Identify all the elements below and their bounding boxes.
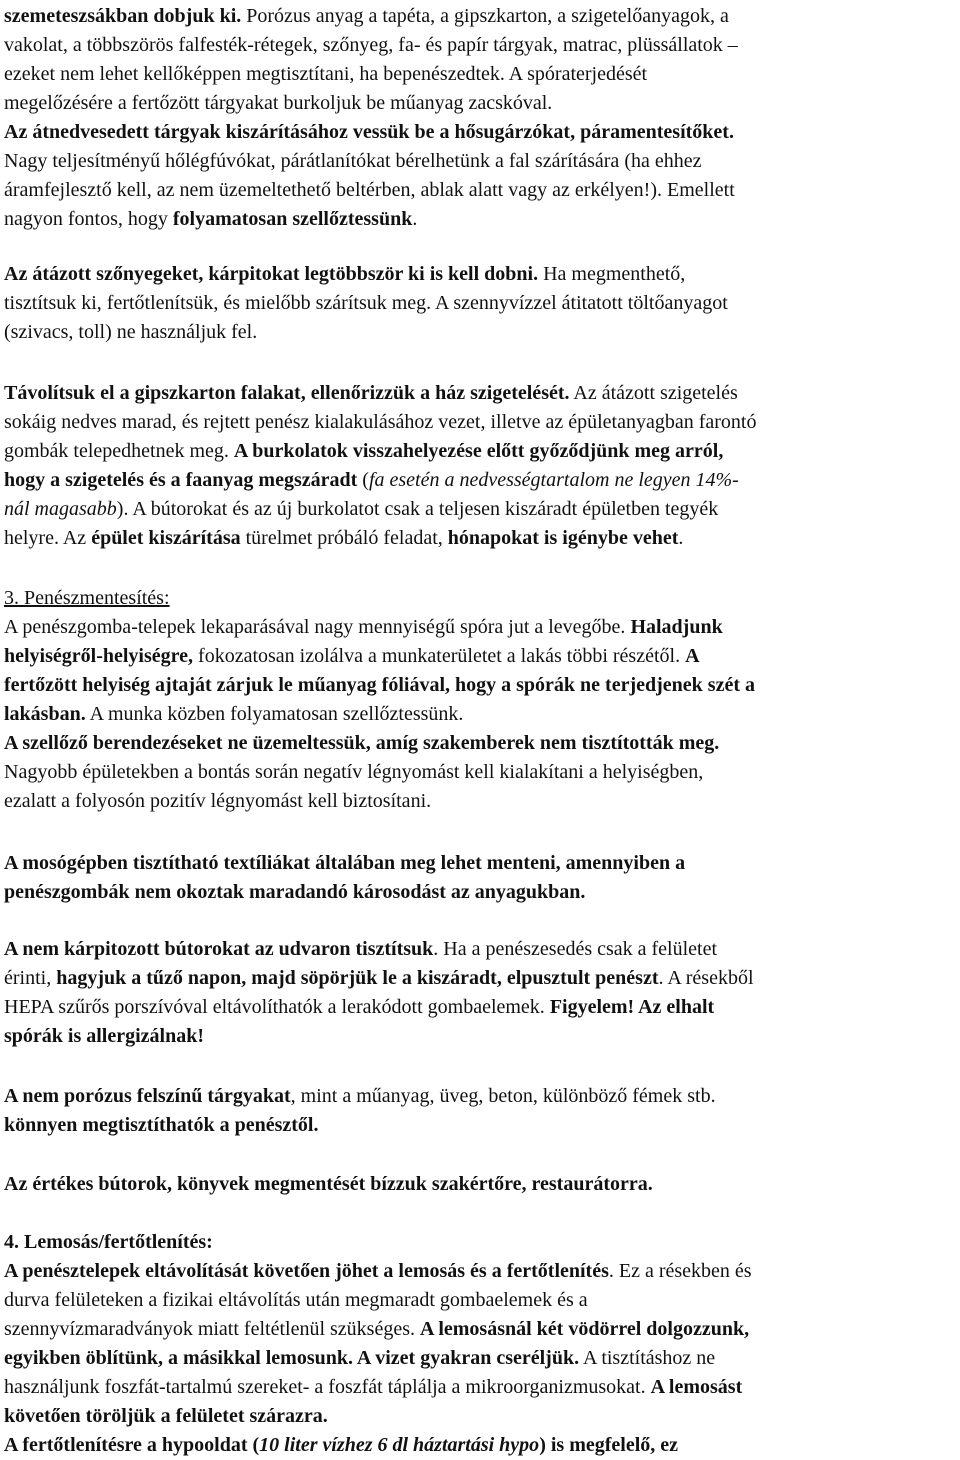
text-line <box>4 758 703 787</box>
text-run: Az átnedvesedett tárgyak kiszárításához vessük be a hősugárzókat, páramentesítőket. <box>4 121 734 143</box>
text-run: A tisztításhoz ne <box>579 1347 716 1369</box>
text-line <box>4 1344 715 1373</box>
text-run: vakolat, a többszörös falfesték-rétegek, szőnyeg, fa- és papír tárgyak, matrac, plüssállatok – <box>4 34 738 56</box>
text-run: áramfejlesztő kell, az nem üzemeltethető beltérben, ablak alatt vagy az erkélyen!). Emellett <box>4 179 735 201</box>
text-run: gombák telepedhetnek meg. <box>4 440 234 462</box>
text-run: A burkolatok visszahelyezése előtt győződjünk meg arról, <box>233 440 724 462</box>
text-run: helyiségről-helyiségre, <box>4 645 194 667</box>
text-run: érinti, <box>4 967 57 989</box>
text-run: Az átázott szőnyegeket, kárpitokat legtöbbször ki is kell dobni. <box>4 263 539 285</box>
text-line <box>4 2 729 31</box>
text-line <box>4 613 723 642</box>
text-line <box>4 1431 678 1460</box>
text-run: fa esetén a nedvességtartalom ne legyen 14%- <box>368 469 739 491</box>
text-run: nál magasabb <box>4 498 117 520</box>
text-line <box>4 205 417 234</box>
text-line <box>4 408 756 437</box>
text-run: Az értékes bútorok, könyvek megmentését bízzuk szakértőre, restaurátorra. <box>4 1173 653 1195</box>
text-run: szemeteszsákban dobjuk ki. <box>4 5 242 27</box>
text-run: nagyon fontos, hogy <box>4 208 173 230</box>
text-line <box>4 1170 653 1199</box>
text-run: . Ha a penészesedés csak a felületet <box>433 938 718 960</box>
text-line <box>4 964 754 993</box>
text-line <box>4 849 685 878</box>
text-run: Haladjunk <box>630 616 723 638</box>
text-run: hónapokat is igénybe vehet <box>447 527 679 549</box>
text-run: spórák is allergizálnak! <box>4 1025 205 1047</box>
text-run: . <box>412 208 418 230</box>
text-line <box>4 31 738 60</box>
text-line <box>4 147 701 176</box>
text-line <box>4 1402 328 1431</box>
text-run: Nagy teljesítményű hőlégfúvókat, párátlanítókat bérelhetünk a fal szárítására (ha ehhez <box>4 150 702 172</box>
text-run: A penésztelepek eltávolítását követően jöhet a lemosás és a fertőtlenítés <box>4 1260 609 1282</box>
text-line <box>4 1228 213 1257</box>
text-run: A lemosásnál két vödörrel dolgozzunk, <box>419 1318 750 1340</box>
text-run: Ha megmenthető, <box>538 263 686 285</box>
text-run: hagyjuk a tűző napon, majd söpörjük le a kiszáradt, elpusztult penészt <box>56 967 659 989</box>
text-line <box>4 729 719 758</box>
text-run: ezalatt a folyosón pozitív légnyomást kell biztosítani. <box>4 790 432 812</box>
text-run: . A résekből <box>658 967 754 989</box>
text-run: , mint a műanyag, üveg, beton, különböző fémek stb. <box>290 1085 716 1107</box>
text-line <box>4 260 685 289</box>
text-line <box>4 700 463 729</box>
text-run: A nem porózus felszínű tárgyakat <box>4 1085 291 1107</box>
text-line <box>4 878 585 907</box>
text-run: lakásban. <box>4 703 86 725</box>
text-run: ) is megfelelő, ez <box>539 1434 679 1456</box>
text-run: . <box>678 527 684 549</box>
text-run: A szellőző berendezéseket ne üzemeltessük, amíg szakemberek nem tisztították meg. <box>4 732 720 754</box>
text-run: ( <box>357 469 369 491</box>
text-run: szennyvízmaradványok miatt feltétlenül szükséges. <box>4 1318 420 1340</box>
text-run: . Ez a résekben és <box>608 1260 752 1282</box>
text-run: fokozatosan izolálva a munkaterületet a lakás többi részétől. <box>193 645 686 667</box>
text-run: ). A bútorokat és az új burkolatot csak a teljesen kiszáradt épületben tegyék <box>116 498 719 520</box>
text-line <box>4 1315 749 1344</box>
text-line <box>4 466 739 495</box>
text-run: Figyelem! Az elhalt <box>549 996 715 1018</box>
text-line <box>4 642 700 671</box>
text-run: használjunk foszfát-tartalmú szereket- a foszfát táplálja a mikroorganizmusokat. <box>4 1376 651 1398</box>
text-run: türelmet próbáló feladat, <box>240 527 448 549</box>
text-run: A nem kárpitozott bútorokat az udvaron tisztítsuk <box>4 938 434 960</box>
text-line <box>4 787 431 816</box>
text-line <box>4 1286 588 1315</box>
text-line <box>4 584 170 613</box>
text-run: egyikben öblítünk, a másikkal lemosunk. A vizet gyakran cseréljük. <box>4 1347 580 1369</box>
text-run: (szivacs, toll) ne használjuk fel. <box>4 321 258 343</box>
text-run: megelőzésére a fertőzött tárgyakat burkoljuk be műanyag zacskóval. <box>4 92 553 114</box>
text-line <box>4 89 552 118</box>
text-line <box>4 1111 318 1140</box>
text-line <box>4 318 257 347</box>
text-line <box>4 289 728 318</box>
text-line <box>4 437 723 466</box>
text-run: Az átázott szigetelés <box>569 382 738 404</box>
text-run: Porózus anyag a tapéta, a gipszkarton, a szigetelőanyagok, a <box>241 5 729 27</box>
text-line <box>4 993 714 1022</box>
text-line <box>4 671 755 700</box>
text-line <box>4 524 683 553</box>
text-line <box>4 1373 742 1402</box>
text-run: A fertőtlenítésre a hypooldat ( <box>4 1434 260 1456</box>
text-run: könnyen megtisztíthatók a penésztől. <box>4 1114 319 1136</box>
text-run: folyamatosan szellőztessünk <box>172 208 413 230</box>
text-run: hogy a szigetelés és a faanyag megszáradt <box>4 469 358 491</box>
text-line <box>4 118 734 147</box>
text-line <box>4 379 738 408</box>
text-run: tisztítsuk ki, fertőtlenítsük, és mielőbb szárítsuk meg. A szennyvízzel átitatott töltőanyagot <box>4 292 728 314</box>
text-line <box>4 495 718 524</box>
text-run: A penészgomba-telepek lekaparásával nagy mennyiségű spóra jut a levegőbe. <box>4 616 631 638</box>
text-run: A mosógépben tisztítható textíliákat általában meg lehet menteni, amennyiben a <box>4 852 686 874</box>
text-line <box>4 176 735 205</box>
text-run: 10 liter vízhez 6 dl háztartási hypo <box>259 1434 540 1456</box>
text-run: 4. Lemosás/fertőtlenítés: <box>4 1231 213 1253</box>
text-run: követően töröljük a felületet szárazra. <box>4 1405 328 1427</box>
text-line <box>4 1082 716 1111</box>
text-run: 3. Penészmentesítés: <box>4 587 170 609</box>
text-run: fertőzött helyiség ajtaját zárjuk le műanyag fóliával, hogy a spórák ne terjedjenek szét a <box>4 674 755 696</box>
text-line <box>4 60 647 89</box>
text-line <box>4 1022 204 1051</box>
text-run: A munka közben folyamatosan szellőztessünk. <box>85 703 464 725</box>
text-run: Távolítsuk el a gipszkarton falakat, ellenőrizzük a ház szigetelését. <box>4 382 570 404</box>
text-run: HEPA szűrős porszívóval eltávolíthatók a lerakódott gombaelemek. <box>4 996 550 1018</box>
text-run: ezeket nem lehet kellőképpen megtisztítani, ha bepenészedtek. A spóraterjedését <box>4 63 648 85</box>
text-line <box>4 1257 752 1286</box>
text-run: A lemosást <box>650 1376 743 1398</box>
text-run: A <box>685 645 700 667</box>
text-run: durva felületeken a fizikai eltávolítás után megmaradt gombaelemek és a <box>4 1289 588 1311</box>
text-run: sokáig nedves marad, és rejtett penész kialakulásához vezet, illetve az épületanyagban farontó <box>4 411 757 433</box>
text-line <box>4 935 717 964</box>
text-run: penészgombák nem okoztak maradandó károsodást az anyagukban. <box>4 881 586 903</box>
text-run: Nagyobb épületekben a bontás során negatív légnyomást kell kialakítani a helyiségben, <box>4 761 704 783</box>
text-run: épület kiszárítása <box>91 527 241 549</box>
text-run: helyre. Az <box>4 527 92 549</box>
